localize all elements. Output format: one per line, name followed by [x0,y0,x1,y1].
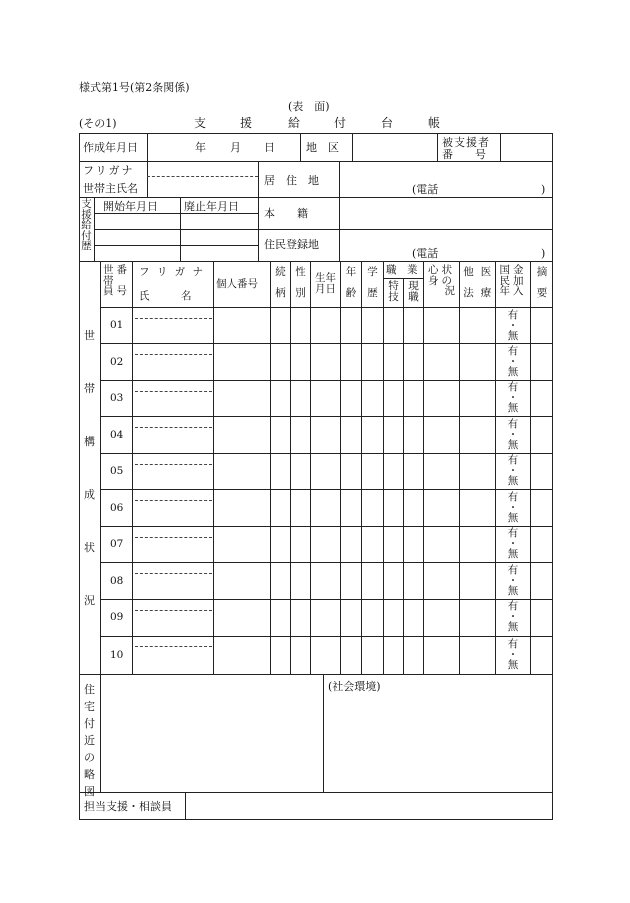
col-skill: 特 技 [388,280,399,303]
district-label: 地 区 [306,141,339,154]
day-label: 日 [264,141,275,154]
section-label-char: 状 [84,541,95,554]
section-label-char: 帯 [84,382,95,395]
col-occupation: 職 業 [386,264,418,276]
col-current-job: 現 職 [408,280,419,303]
member-no: 04 [110,429,124,441]
col-mental-condition: 心状 身の 況 [428,264,455,297]
col-furigana: フ リ ガ ナ [139,266,206,278]
end-date-label: 廃止年月日 [184,200,239,213]
member-no: 03 [110,392,124,404]
col-pension: 国金 民加 年入 [499,264,527,297]
title-char: 援 [240,116,253,130]
pension-yes-no: 有 ・ 無 [507,564,519,597]
section-label-char: 況 [84,594,95,607]
phone-close: ) [541,183,546,196]
col-name: 氏 名 [139,290,192,302]
member-no: 09 [110,611,124,623]
col-education: 学 歴 [367,266,378,299]
col-remarks: 摘 要 [536,266,548,299]
member-no: 06 [110,502,124,514]
counselor-label: 担当支援・相談員 [84,800,172,813]
member-no: 10 [110,649,124,661]
section-label-char: 成 [84,488,95,501]
registered-address-label: 住民登録地 [264,238,319,251]
month-label: 月 [230,141,241,154]
member-no: 02 [110,356,124,368]
col-member-no: 世番 帯 員号 [103,264,130,297]
col-birth: 生年 月日 [315,272,336,295]
section-label-char: 世 [84,329,95,342]
pension-yes-no: 有 ・ 無 [507,600,519,633]
part-label: (その1) [79,117,117,130]
created-date-label: 作成年月日 [83,141,138,154]
house-map-label: 住 宅 付 近 の 略 図 [84,683,95,798]
title-char: 給 [288,116,301,130]
pension-yes-no: 有 ・ 無 [507,345,519,378]
title-char: 台 [381,116,394,130]
year-label: 年 [195,141,206,154]
address-label: 居 住 地 [264,174,319,187]
furigana-label: フリガナ [83,164,135,177]
title-char: 帳 [428,116,441,130]
col-age: 年 齢 [345,266,357,299]
section-label-char: 構 [84,435,95,448]
domicile-label: 本 籍 [264,207,308,220]
phone-close-2: ) [541,247,546,260]
social-environment-label: (社会環境) [328,680,381,693]
phone-label: (電話 [412,183,439,196]
member-no: 08 [110,575,124,587]
head-name-label: 世帯主氏名 [83,182,138,195]
start-date-label: 開始年月日 [103,200,158,213]
col-relation: 続 柄 [275,266,286,299]
member-no: 05 [110,465,124,477]
pension-yes-no: 有 ・ 無 [507,527,519,560]
pension-yes-no: 有 ・ 無 [507,309,519,342]
pension-yes-no: 有 ・ 無 [507,418,519,451]
side-label: (表 面) [288,100,330,113]
pension-yes-no: 有 ・ 無 [507,454,519,487]
title-char: 付 [334,116,347,130]
member-no: 01 [110,319,124,331]
col-personal-no: 個人番号 [216,278,258,290]
history-label: 支 援 給 付 歴 [81,198,92,252]
title-char: 支 [194,116,207,130]
col-sex: 性 別 [295,266,306,299]
pension-yes-no: 有 ・ 無 [507,381,519,414]
pension-yes-no: 有 ・ 無 [507,638,519,671]
col-other-law: 他 法 [463,266,474,299]
phone-label-2: (電話 [412,247,439,260]
pension-yes-no: 有 ・ 無 [507,491,519,524]
form-number: 様式第1号(第2条関係) [79,81,190,94]
recipient-no-label-2: 番 号 [442,148,486,161]
col-medical: 医 療 [480,266,492,299]
member-no: 07 [110,538,124,550]
form-frame [79,133,553,820]
recipient-no-label: 被支援者 [442,136,490,149]
